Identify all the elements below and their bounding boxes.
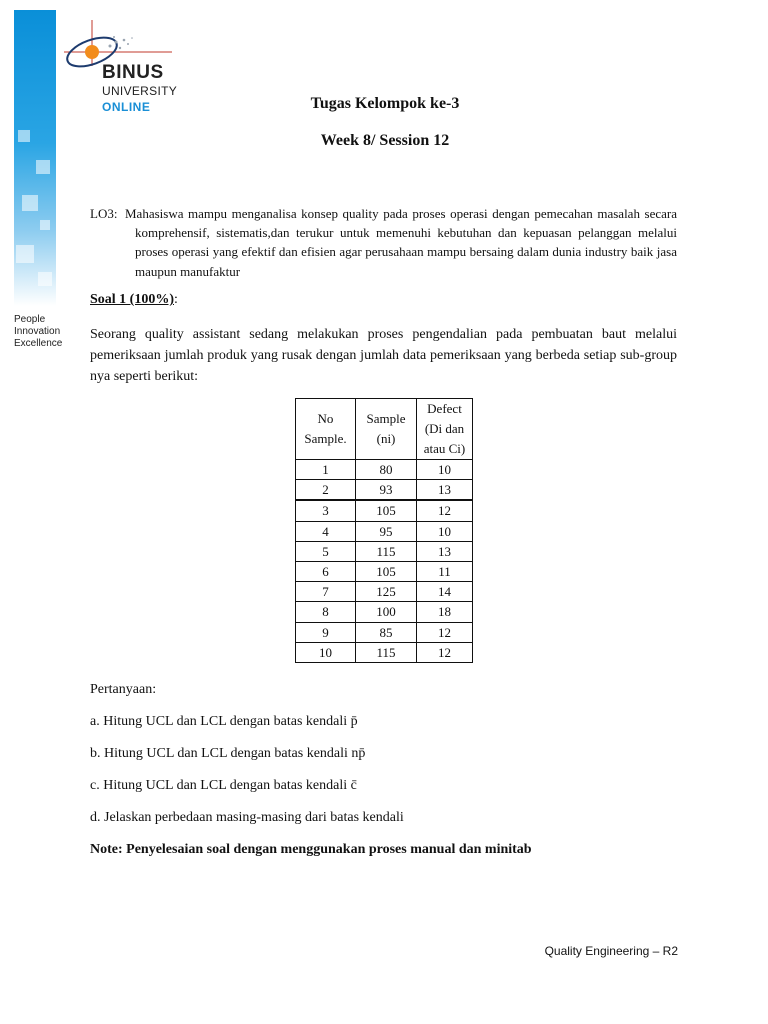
- table-row: 3 105 12: [296, 500, 473, 521]
- note: Note: Penyelesaian soal dengan menggunakan proses manual dan minitab: [90, 842, 532, 857]
- questions-intro: Pertanyaan:: [90, 682, 157, 697]
- binus-online-logo: [62, 18, 202, 118]
- page-title: Tugas Kelompok ke-3: [310, 95, 460, 112]
- tagline-line: People: [14, 314, 46, 325]
- decorative-side-strip: [14, 10, 56, 306]
- header-sample: Sample (ni): [356, 399, 417, 460]
- question-item: b. Hitung UCL dan LCL dengan batas kendali np̄: [90, 746, 366, 761]
- question-paragraph: Seorang quality assistant sedang melakukan proses pengendalian pada pembuatan baut melalui pemeriksaan jumlah produk yang rusak dengan jumlah data pemeriksaan yang berbeda setiap sub-group nya seperti berikut:: [90, 327, 677, 384]
- table-row: 9 85 12: [296, 622, 473, 642]
- header-defect: Defect (Di dan atau Ci): [417, 399, 473, 460]
- logo-university: UNIVERSITY: [102, 84, 178, 98]
- lo-text: Mahasiswa mampu menganalisa konsep quality pada proses operasi dengan pemecahan masalah secara komprehensif, sistematis,dan terukur untuk memenuhi kebutuhan dan kepuasan pelanggan melalui proses operasi yang efektif dan efisien agar perusahaan mampu bersaing dalam dunia industry baik jasa maupun manufaktur: [125, 206, 677, 279]
- table-row: 5 115 13: [296, 541, 473, 561]
- page-subtitle: Week 8/ Session 12: [320, 132, 450, 149]
- question-item: c. Hitung UCL dan LCL dengan batas kendali c̄: [90, 778, 357, 793]
- table-row: 2 93 13: [296, 480, 473, 501]
- table-row: 6 105 11: [296, 561, 473, 581]
- table-row: 1 80 10: [296, 460, 473, 480]
- header-no-sample: No Sample.: [296, 399, 356, 460]
- question-item: d. Jelaskan perbedaan masing-masing dari batas kendali: [90, 810, 404, 825]
- table-row: 7 125 14: [296, 582, 473, 602]
- question-item: a. Hitung UCL dan LCL dengan batas kendali p̄: [90, 714, 358, 729]
- lo-label: LO3:: [90, 206, 118, 221]
- logo-name: BINUS: [102, 62, 164, 83]
- question-heading-label: Soal 1 (100%): [90, 292, 174, 307]
- sidebar-tagline: [14, 314, 62, 350]
- learning-outcome: [90, 204, 677, 281]
- table-header-row: [296, 399, 473, 460]
- tagline-line: Excellence: [14, 338, 63, 349]
- tagline-line: Innovation: [14, 326, 61, 337]
- table-row: 8 100 18: [296, 602, 473, 622]
- logo-emblem-icon: [62, 18, 202, 68]
- sample-defect-table: [295, 398, 473, 663]
- table-row: 10 115 12: [296, 642, 473, 662]
- question-heading-colon: :: [174, 292, 178, 307]
- table-row: 4 95 10: [296, 521, 473, 541]
- logo-online: ONLINE: [102, 100, 151, 114]
- question-heading: [90, 292, 178, 308]
- page-footer: Quality Engineering – R2: [544, 944, 678, 958]
